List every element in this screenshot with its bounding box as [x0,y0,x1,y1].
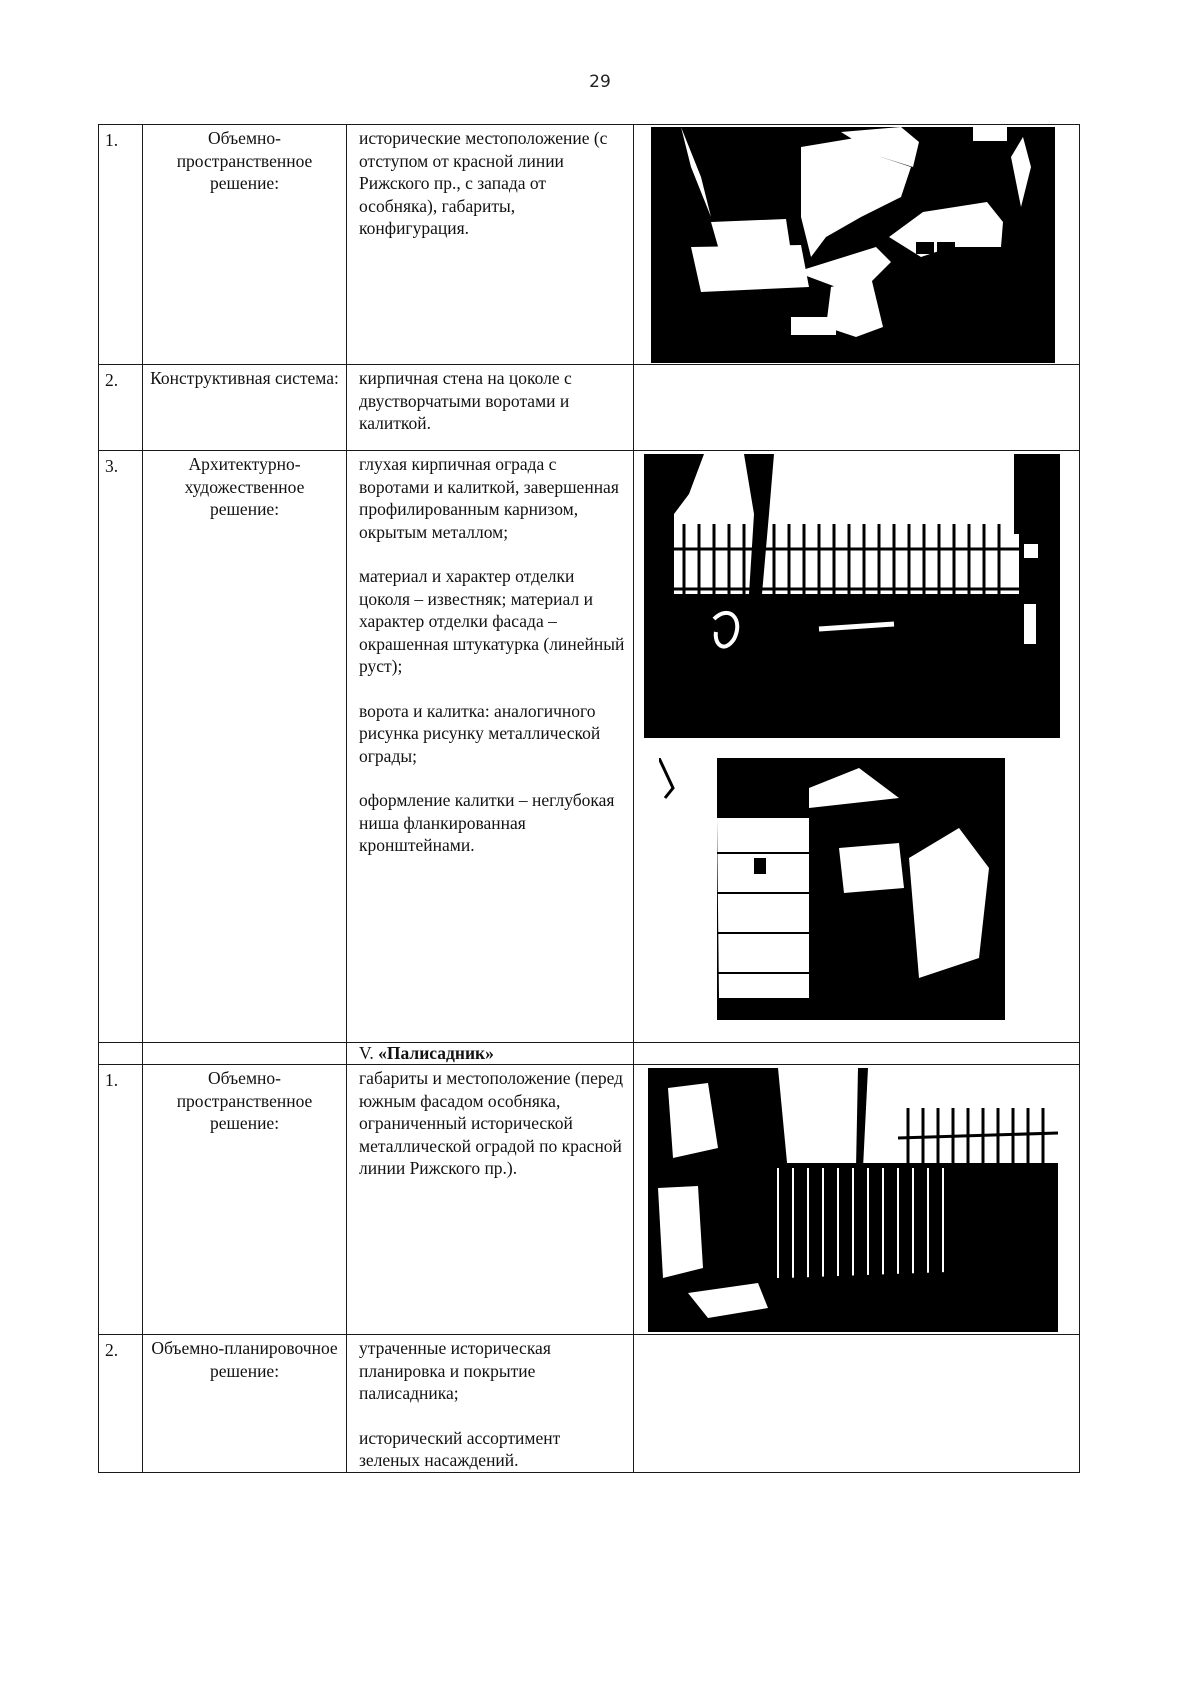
row-number: 3. [99,451,143,1043]
value-paragraph: материал и характер отделки цоколя – известняк; материал и характер отделки фасада – окрашенная штукатурка (линейный руст); [359,566,625,676]
photo-cell [634,1065,1080,1335]
value-paragraph: ворота и калитка: аналогичного рисунка рисунку металлической ограды; [359,700,601,766]
criterion-label: Объемно-планировочное решение: [143,1335,347,1473]
table-row-gate-architecture [99,451,1080,1043]
photo-gate-courtyard [651,127,1055,363]
monument-table [98,124,1080,1473]
empty-photo-cell [634,365,1080,451]
criterion-label: Конструктивная система: [143,365,347,451]
photo-gate-wicket [659,758,1005,1020]
photo-cell [634,125,1080,365]
table-row-garden-volume [99,1065,1080,1335]
table-row-garden-plan [99,1335,1080,1473]
section-empty-cell [99,1043,143,1065]
photo-cell [634,451,1080,1043]
criterion-value [347,451,634,1043]
section-empty-cell [143,1043,347,1065]
value-paragraph: габариты и местоположение (перед южным фасадом особняка, ограниченный исторической металлической оградой по красной линии Рижского пр.). [359,1068,624,1178]
photo-garden-fence [648,1068,1058,1332]
section-header-row [99,1043,1080,1065]
section-empty-cell [634,1043,1080,1065]
value-paragraph: оформление калитки – неглубокая ниша фланкированная кронштейнами. [359,790,615,855]
criterion-label: Объемно-пространственное решение: [143,125,347,365]
empty-photo-cell [634,1335,1080,1473]
criterion-label: Архитектурно-художественное решение: [143,451,347,1043]
section-name: «Палисадник» [378,1043,494,1063]
table-row-gate-volume [99,125,1080,365]
photo-gate-fence [644,454,1060,738]
page-number: 29 [589,72,611,92]
value-paragraph: кирпичная стена на цоколе с двустворчатыми воротами и калиткой. [359,368,572,433]
row-number: 1. [99,125,143,365]
criterion-value [347,1335,634,1473]
value-paragraph: исторические местоположение (с отступом от красной линии Рижского пр., с запада от особняка), габариты, конфигурация. [359,128,608,238]
section-title [347,1043,634,1065]
value-paragraph: исторический ассортимент зеленых насаждений. [359,1427,561,1470]
table-row-gate-structure [99,365,1080,451]
criterion-value [347,365,634,451]
row-number: 2. [99,1335,143,1473]
row-number: 1. [99,1065,143,1335]
criterion-value [347,1065,634,1335]
criterion-label: Объемно-пространственное решение: [143,1065,347,1335]
section-prefix: V. [359,1043,379,1063]
value-paragraph: глухая кирпичная ограда с воротами и калиткой, завершенная профилированным карнизом, окрытым металлом; [359,454,619,542]
value-paragraph: утраченные историческая планировка и покрытие палисадника; [359,1338,551,1403]
criterion-value [347,125,634,365]
row-number: 2. [99,365,143,451]
